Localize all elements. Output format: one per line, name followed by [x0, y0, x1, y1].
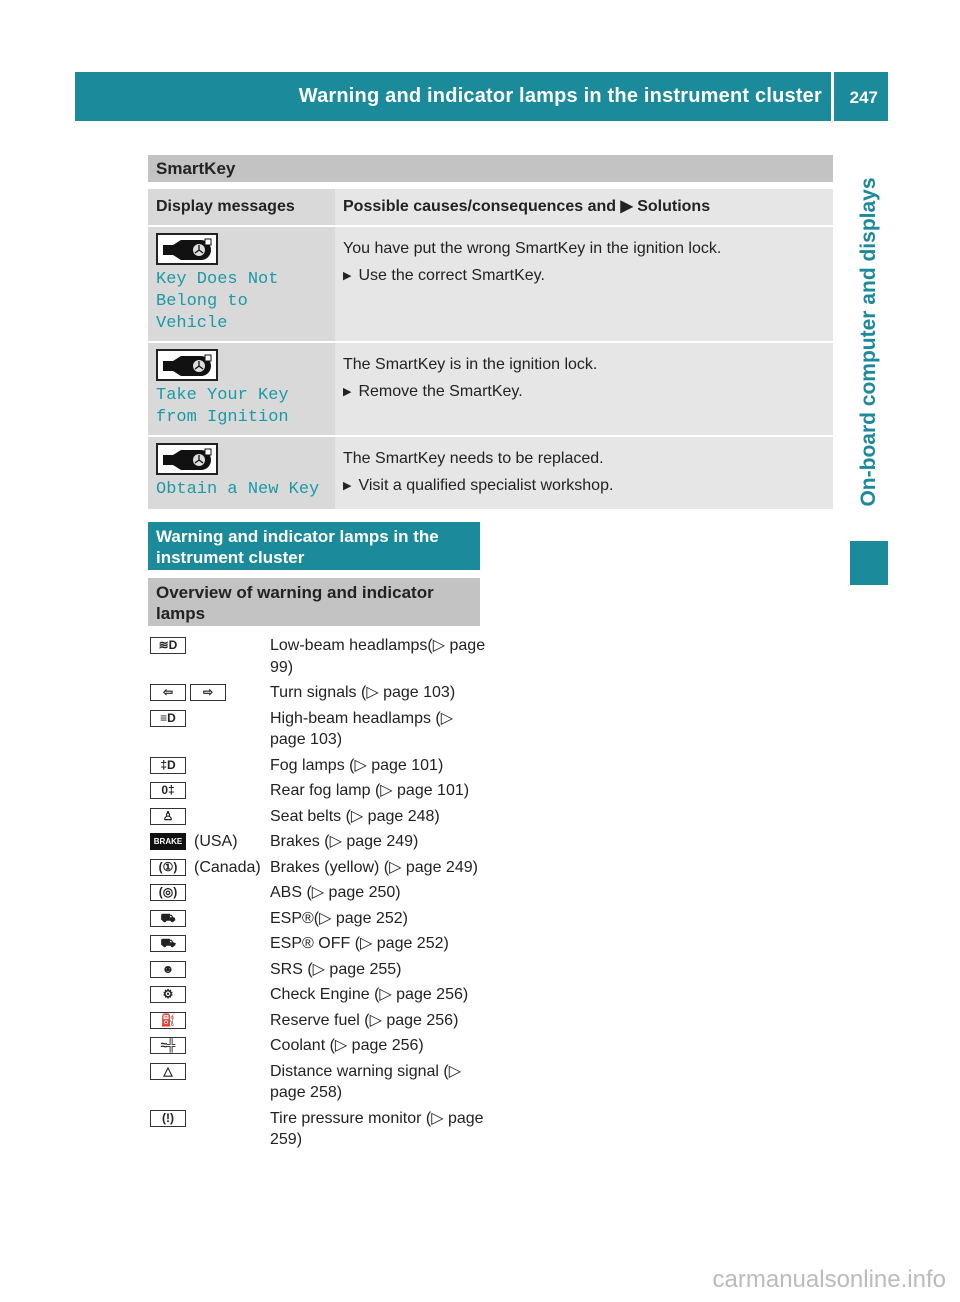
side-tab-label: On-board computer and displays: [857, 177, 880, 507]
cause-text: The SmartKey needs to be replaced.: [343, 450, 604, 467]
lamp-icon-cell: [150, 708, 270, 751]
lamp-icon-cell: [150, 1061, 270, 1104]
seat-belt-icon: ♙: [150, 808, 186, 825]
lamp-item: [150, 882, 490, 908]
cause-text: The SmartKey is in the ignition lock.: [343, 356, 598, 373]
section-title: Warning and indicator lamps in the instrument cluster: [148, 522, 480, 570]
lamp-icon-cell: [150, 1035, 270, 1057]
lamp-description: Brakes (▷ page 249): [270, 833, 419, 850]
lamp-icon-cell: [150, 682, 270, 704]
solution-text: ▶ Remove the SmartKey.: [343, 378, 825, 407]
turn-right-icon: ⇨: [190, 684, 226, 701]
lamp-description: Brakes (yellow) (▷ page 249): [270, 858, 478, 876]
lamp-item: [150, 984, 490, 1010]
lamp-description: Reserve fuel (▷ page 256): [270, 1011, 459, 1029]
lamp-description: ESP® OFF (▷ page 252): [270, 935, 449, 952]
lamp-item: [150, 682, 490, 708]
subsection-title: Overview of warning and indicator lamps: [148, 578, 480, 626]
lamp-icon-cell: [150, 933, 270, 955]
lamp-description: SRS (▷ page 255): [270, 960, 402, 978]
smartkey-icon: [156, 443, 218, 475]
lamp-item: [150, 933, 490, 959]
lamp-item: [150, 959, 490, 985]
lamp-item: [150, 1108, 490, 1155]
lamp-item: [150, 908, 490, 934]
smartkey-icon: [156, 233, 218, 265]
page-header: [75, 72, 888, 121]
esp-icon: ⛟: [150, 910, 186, 927]
high-beam-icon: ≡D: [150, 710, 186, 727]
smartkey-table: [148, 187, 833, 511]
lamp-icon-cell: [150, 959, 270, 981]
lamp-description: Turn signals (▷ page 103): [270, 684, 456, 701]
check-engine-icon: ⚙: [150, 986, 186, 1003]
table-row: [148, 437, 833, 509]
lamp-icon-cell: [150, 1108, 270, 1151]
fog-lamps-icon: ‡D: [150, 757, 186, 774]
lamp-item: [150, 1035, 490, 1061]
lamp-description: Rear fog lamp (▷ page 101): [270, 782, 470, 799]
display-message-cell: [148, 343, 335, 435]
abs-icon: (◎): [150, 884, 186, 901]
lamp-icon-cell: [150, 908, 270, 930]
lamp-description: Tire pressure monitor (▷ page 259): [270, 1109, 484, 1148]
lamp-description: Fog lamps (▷ page 101): [270, 756, 444, 774]
lamp-icon-cell: [150, 882, 270, 904]
coolant-icon: ≈╬: [150, 1037, 186, 1054]
smartkey-heading: SmartKey: [148, 155, 833, 182]
rear-fog-icon: 0‡: [150, 782, 186, 799]
lamp-icon-cell: [150, 635, 270, 678]
brake-icon: BRAKE: [150, 833, 186, 850]
lamp-icon-cell: [150, 1010, 270, 1032]
region-note: (USA): [194, 833, 238, 850]
turn-left-icon: ⇦: [150, 684, 186, 701]
lamp-icon-cell: [150, 755, 270, 777]
lamp-description: Distance warning signal (▷ page 258): [270, 1062, 462, 1101]
lamp-description: Seat belts (▷ page 248): [270, 807, 440, 825]
table-header: [148, 189, 833, 225]
lamp-icon-cell: [150, 831, 270, 853]
lamp-item: [150, 831, 490, 857]
cause-cell: [335, 437, 833, 509]
display-message: Key Does Not Belong to Vehicle: [156, 270, 279, 333]
watermark: carmanualsonline.info: [712, 1266, 946, 1293]
srs-icon: ☻: [150, 961, 186, 978]
lamp-icon-cell: [150, 984, 270, 1006]
lamp-description: Coolant (▷ page 256): [270, 1037, 424, 1054]
region-note: (Canada): [194, 858, 261, 876]
lamp-item: [150, 857, 490, 883]
side-tab: [850, 150, 888, 535]
cause-cell: [335, 343, 833, 435]
lamp-list: [150, 635, 490, 1155]
lamp-item: [150, 1010, 490, 1036]
lamp-item: [150, 708, 490, 755]
page-number: 247: [849, 88, 878, 107]
display-message-cell: [148, 227, 335, 341]
solution-text: ▶ Visit a qualified specialist workshop.: [343, 472, 825, 501]
smartkey-icon: [156, 349, 218, 381]
lamp-item: [150, 1061, 490, 1108]
lamp-item: [150, 755, 490, 781]
lamp-item: [150, 780, 490, 806]
solution-text: ▶ Use the correct SmartKey.: [343, 262, 825, 291]
side-tab-marker: [850, 541, 888, 585]
lamp-description: Low-beam headlamps(▷ page 99): [270, 637, 486, 676]
tire-pressure-icon: (!): [150, 1110, 186, 1127]
lamp-icon-cell: [150, 857, 270, 879]
header-divider: [831, 72, 834, 121]
lamp-description: High-beam headlamps (▷ page 103): [270, 709, 454, 748]
display-message: Take Your Key from Ignition: [156, 386, 289, 427]
brake-canada-icon: (①): [150, 859, 186, 876]
col-display-messages: Display messages: [148, 189, 335, 225]
table-row: [148, 343, 833, 435]
lamp-icon-cell: [150, 806, 270, 828]
lamp-description: ESP®(▷ page 252): [270, 909, 408, 927]
lamp-icon-cell: [150, 780, 270, 802]
reserve-fuel-icon: ⛽: [150, 1012, 186, 1029]
lamp-description: ABS (▷ page 250): [270, 884, 401, 901]
cause-text: You have put the wrong SmartKey in the ignition lock.: [343, 240, 722, 257]
cause-cell: [335, 227, 833, 341]
col-causes-solutions: Possible causes/consequences and ▶ Solutions: [335, 189, 833, 225]
header-title: Warning and indicator lamps in the instrument cluster: [298, 85, 822, 107]
display-message: Obtain a New Key: [156, 480, 320, 499]
table-row: [148, 227, 833, 341]
lamp-description: Check Engine (▷ page 256): [270, 986, 469, 1003]
display-message-cell: [148, 437, 335, 509]
lamp-item: [150, 806, 490, 832]
low-beam-icon: ≋D: [150, 637, 186, 654]
lamp-item: [150, 635, 490, 682]
esp-off-icon: ⛟̶: [150, 935, 186, 952]
distance-warning-icon: △: [150, 1063, 186, 1080]
